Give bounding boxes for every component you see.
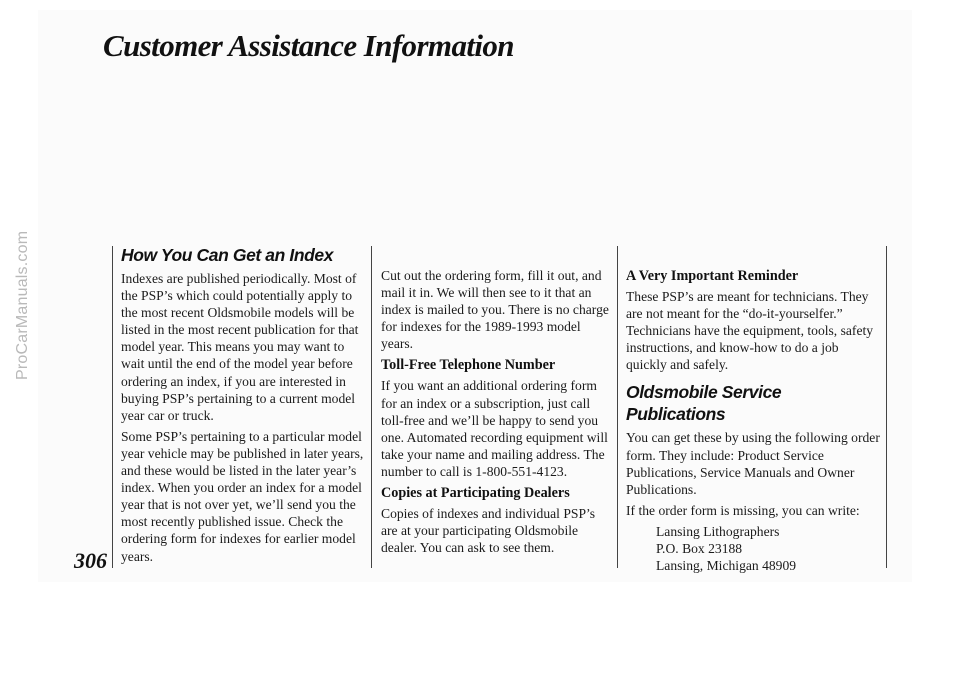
column-rule-far-right (886, 246, 887, 568)
page-title: Customer Assistance Information (103, 28, 514, 63)
column-rule-mid (371, 246, 372, 568)
paragraph: Cut out the ordering form, fill it out, and mail it in. We will then see to it that an index is mailed to you. There is no charge for indexes for the 1989-1993 model years. (381, 268, 609, 352)
watermark-text: ProCarManuals.com (14, 230, 31, 380)
paragraph: You can get these by using the following order form. They include: Product Service Publications, Service Manuals and Owner Publications. (626, 430, 880, 497)
page-number: 306 (74, 548, 107, 573)
column-rule-left (112, 246, 113, 568)
address-line: Lansing, Michigan 48909 (656, 557, 797, 573)
address-line: Lansing Lithographers (656, 523, 780, 539)
subheading-reminder: A Very Important Reminder (626, 268, 799, 284)
paragraph: If the order form is missing, you can write: (626, 502, 860, 518)
subheading-toll-free: Toll-Free Telephone Number (381, 357, 556, 374)
column-rule-right (617, 246, 618, 568)
paragraph: If you want an additional ordering form for an index or a subscription, just call toll-free and we’ll be happy to send you one. Automated recording equipment will take your name and mailing address. The number to call is 1-800-551-4123. (381, 378, 608, 479)
paragraph: Indexes are published periodically. Most of the PSP’s which could potentially apply to the most recent Oldsmobile models will be listed in the most recent publication for that model year. This means you may want to wait until the end of the model year before ordering an index, if you are interested in buying PSP’s pertaining to a current model year car or truck. (121, 271, 359, 423)
column-1 (121, 244, 365, 569)
paragraph: These PSP’s are meant for technicians. They are not meant for the “do-it-yourselfer.” Technicians have the equipment, tools, safety instructions, and know-how to do a job quickly and safely. (626, 289, 874, 373)
paragraph: Copies of indexes and individual PSP’s are at your participating Oldsmobile dealer. You can ask to see them. (381, 506, 596, 556)
column-2 (381, 267, 613, 560)
column-3 (626, 265, 882, 574)
address-line: P.O. Box 23188 (656, 540, 743, 556)
section-heading-index: How You Can Get an Index (121, 245, 334, 265)
section-heading-publications: Oldsmobile Service Publications (626, 382, 782, 425)
mailing-address (656, 523, 882, 574)
paragraph: Some PSP’s pertaining to a particular model year vehicle may be published in later years, and these would be listed in the later year’s index. When you order an index for a model year that is not over yet, we’ll send you the most recently published issue. Check the ordering form for indexes for earlier model years. (121, 428, 364, 564)
subheading-dealers: Copies at Participating Dealers (381, 485, 570, 502)
